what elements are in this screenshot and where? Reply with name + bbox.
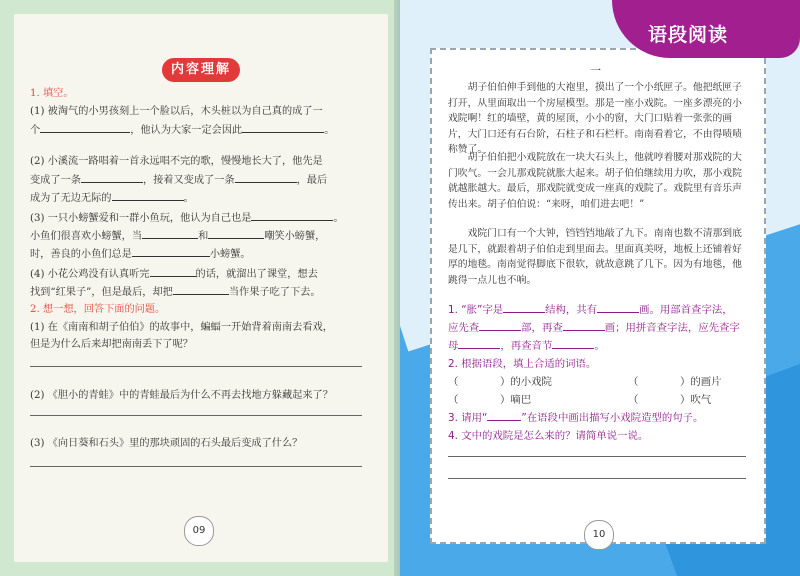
fill-blank[interactable]: [242, 122, 324, 133]
passage-marker: 一: [590, 64, 601, 77]
rq2-blank-b[interactable]: （ ）的画片: [628, 376, 722, 388]
rq1-line3: 母 ，再查音节 。: [448, 340, 605, 352]
answer-line[interactable]: [30, 366, 362, 367]
rq2-blank-c[interactable]: （ ）嘀巴: [448, 394, 532, 406]
fill-blank[interactable]: [132, 246, 210, 257]
fill-blank[interactable]: [150, 266, 196, 277]
answer-line[interactable]: [448, 478, 746, 479]
q1-item2-line3: 成为了无边无际的 。: [30, 190, 194, 206]
q1-item2-line1: (2) 小溪流一路唱着一首永远唱不完的歌，慢慢地长大了，他先是: [30, 156, 323, 167]
fill-blank[interactable]: [251, 210, 333, 221]
banner: [612, 0, 800, 58]
answer-line[interactable]: [448, 456, 746, 457]
q1-item3-line3: 时，善良的小鱼们总是 小螃蟹。: [30, 246, 251, 262]
fill-blank[interactable]: [112, 190, 184, 201]
fill-blank[interactable]: [479, 320, 521, 331]
fill-blank[interactable]: [235, 172, 297, 183]
q1-item4-line1: (4) 小花公鸡没有认真听完 的话，就溜出了课堂，想去: [30, 266, 318, 282]
q1-item3-line2: 小鱼们很喜欢小螃蟹，当 和 嘲笑小螃蟹，: [30, 228, 325, 244]
q1-item1-line1: (1) 被淘气的小男孩刻上一个脸以后，木头桩以为自己真的成了一: [30, 106, 323, 117]
rq2-blank-d[interactable]: （ ）吹气: [628, 394, 712, 406]
fill-blank[interactable]: [563, 320, 605, 331]
q2-title: 2. 想一想，回答下面的问题。: [30, 304, 166, 315]
fill-blank[interactable]: [552, 338, 594, 349]
fill-blank[interactable]: [40, 122, 130, 133]
answer-line[interactable]: [30, 415, 362, 416]
fill-blank[interactable]: [81, 172, 143, 183]
rq2-title: 2. 根据语段，填上合适的词语。: [448, 358, 597, 370]
rq2-blank-a[interactable]: （ ）的小戏院: [448, 376, 552, 388]
q1-item4-line2: 找到“红果子”，但是最后，却把 当作果子吃了下去。: [30, 284, 321, 300]
fill-blank[interactable]: [173, 284, 229, 295]
rq1-line2: 应先查 部，再查 画；用拼音查字法，应先查字: [448, 322, 740, 334]
q2-item1-line2: 但是为什么后来却把南南丢下了呢？: [30, 339, 193, 350]
passage-paragraph-1: 胡子伯伯伸手到他的大袍里，摸出了一个小纸匣子。他把纸匣子打开，从里面取出一个房屋模型。那是一座小戏院。一座多漂亮的小戏院啊！红的墙壁，黄的屋顶，小小的窗，大门口贴着一张张的画片，大门口还有石台阶，石柱子和石栏杆。南南看着它，不由得啧啧称赞了。: [448, 82, 742, 155]
q2-item1-line1: (1) 在《南南和胡子伯伯》的故事中，蝙蝠一开始背着南南去看戏，: [30, 322, 333, 333]
fill-blank[interactable]: [142, 228, 198, 239]
rq1-line1: 1. “胀”字是 结构，共有 画。用部首查字法，: [448, 304, 733, 316]
answer-line[interactable]: [30, 466, 362, 467]
section-title: 内容理解: [162, 58, 240, 82]
q1-item1-line2: 个 ，他认为大家一定会因此 。: [30, 122, 334, 138]
rq4: 4. 文中的戏院是怎么来的？请简单说一说。: [448, 430, 649, 442]
rq3: 3. 请用“ ”在语段中画出描写小戏院造型的句子。: [448, 412, 704, 424]
q1-title: 1. 填空。: [30, 88, 74, 99]
page-number-right: 10: [584, 520, 614, 550]
fill-blank[interactable]: [487, 410, 521, 421]
fill-blank[interactable]: [458, 338, 500, 349]
banner-title: 语段阅读: [648, 24, 729, 46]
fill-blank[interactable]: [208, 228, 264, 239]
q1-item2-line2: 变成了一条 ，接着又变成了一条 ，最后: [30, 172, 327, 188]
passage-paragraph-2: 胡子伯伯把小戏院放在一块大石头上，他就哼着腰对那戏院的大门吹气。一会儿那戏院就胀大起来。胡子伯伯继续用力吹，那小戏院就越胀越大。最后，那戏院就变成一座真的戏院了。戏院里有音乐声传出来。胡子伯伯说：“来呀，咱们进去吧！”: [448, 152, 742, 210]
page-number-left: 09: [184, 516, 214, 546]
passage-paragraph-3: 戏院门口有一个大钟，铛铛铛地敲了九下。南南也数不清那到底是几下，就跟着胡子伯伯走到里面去。里面真美呀，地板上还铺着好厚的地毯。南南觉得脚底下很软，就故意跳了几下。因为有地毯，他跳得一点儿也不响。: [448, 228, 742, 286]
q2-item3: (3) 《向日葵和石头》里的那块顽固的石头最后变成了什么？: [30, 438, 303, 449]
q1-item3-line1: (3) 一只小螃蟹爱和一群小鱼玩，他认为自己也是 。: [30, 210, 344, 226]
fill-blank[interactable]: [597, 302, 639, 313]
q2-item2: (2) 《胆小的青蛙》中的青蛙最后为什么不再去找地方躲藏起来了？: [30, 390, 333, 401]
fill-blank[interactable]: [503, 302, 545, 313]
